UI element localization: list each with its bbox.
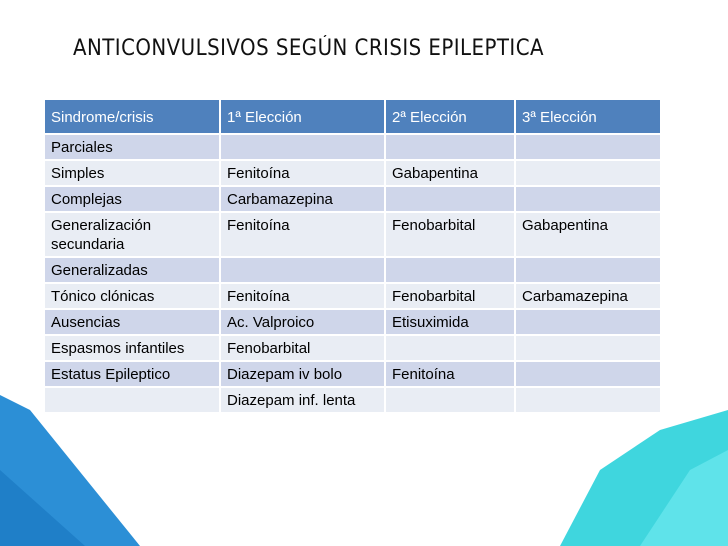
cell: Carbamazepina bbox=[220, 186, 385, 212]
cell bbox=[220, 257, 385, 283]
cell: Fenobarbital bbox=[385, 283, 515, 309]
cell bbox=[44, 387, 220, 413]
table-row bbox=[44, 335, 661, 361]
cell bbox=[515, 309, 661, 335]
cell: Fenobarbital bbox=[220, 335, 385, 361]
cell: Fenitoína bbox=[220, 212, 385, 257]
header-sindrome: Sindrome/crisis bbox=[44, 99, 220, 134]
cell: Fenitoína bbox=[220, 160, 385, 186]
table-row bbox=[44, 186, 661, 212]
cell bbox=[515, 257, 661, 283]
cell bbox=[515, 186, 661, 212]
cell bbox=[515, 134, 661, 160]
table-row bbox=[44, 309, 661, 335]
cell bbox=[515, 361, 661, 387]
anticonvulsant-table bbox=[43, 98, 662, 414]
header-segunda: 2ª Elección bbox=[385, 99, 515, 134]
cell: Tónico clónicas bbox=[44, 283, 220, 309]
cell bbox=[385, 134, 515, 160]
cell: Gabapentina bbox=[385, 160, 515, 186]
cell: Generalización secundaria bbox=[44, 212, 220, 257]
cell: Ac. Valproico bbox=[220, 309, 385, 335]
cell: Fenitoína bbox=[220, 283, 385, 309]
header-tercera: 3ª Elección bbox=[515, 99, 661, 134]
cell bbox=[515, 160, 661, 186]
cell: Gabapentina bbox=[515, 212, 661, 257]
table-row bbox=[44, 160, 661, 186]
cell bbox=[385, 186, 515, 212]
cell: Espasmos infantiles bbox=[44, 335, 220, 361]
cell: Generalizadas bbox=[44, 257, 220, 283]
cell bbox=[515, 335, 661, 361]
table-row bbox=[44, 387, 661, 413]
table-row bbox=[44, 134, 661, 160]
cell bbox=[220, 134, 385, 160]
cell: Carbamazepina bbox=[515, 283, 661, 309]
table-header-row bbox=[44, 99, 661, 134]
slide-title: ANTICONVULSIVOS SEGÚN CRISIS EPILEPTICA bbox=[73, 36, 544, 61]
table-row bbox=[44, 361, 661, 387]
cell bbox=[385, 257, 515, 283]
cell: Fenobarbital bbox=[385, 212, 515, 257]
cell bbox=[385, 335, 515, 361]
cell: Estatus Epileptico bbox=[44, 361, 220, 387]
cell: Complejas bbox=[44, 186, 220, 212]
header-primera: 1ª Elección bbox=[220, 99, 385, 134]
cell: Diazepam iv bolo bbox=[220, 361, 385, 387]
cell: Simples bbox=[44, 160, 220, 186]
cell: Parciales bbox=[44, 134, 220, 160]
table-row bbox=[44, 283, 661, 309]
cell bbox=[515, 387, 661, 413]
table-row bbox=[44, 212, 661, 257]
table-row bbox=[44, 257, 661, 283]
cell bbox=[385, 387, 515, 413]
cell: Ausencias bbox=[44, 309, 220, 335]
cell: Fenitoína bbox=[385, 361, 515, 387]
cell: Etisuximida bbox=[385, 309, 515, 335]
cell: Diazepam inf. lenta bbox=[220, 387, 385, 413]
